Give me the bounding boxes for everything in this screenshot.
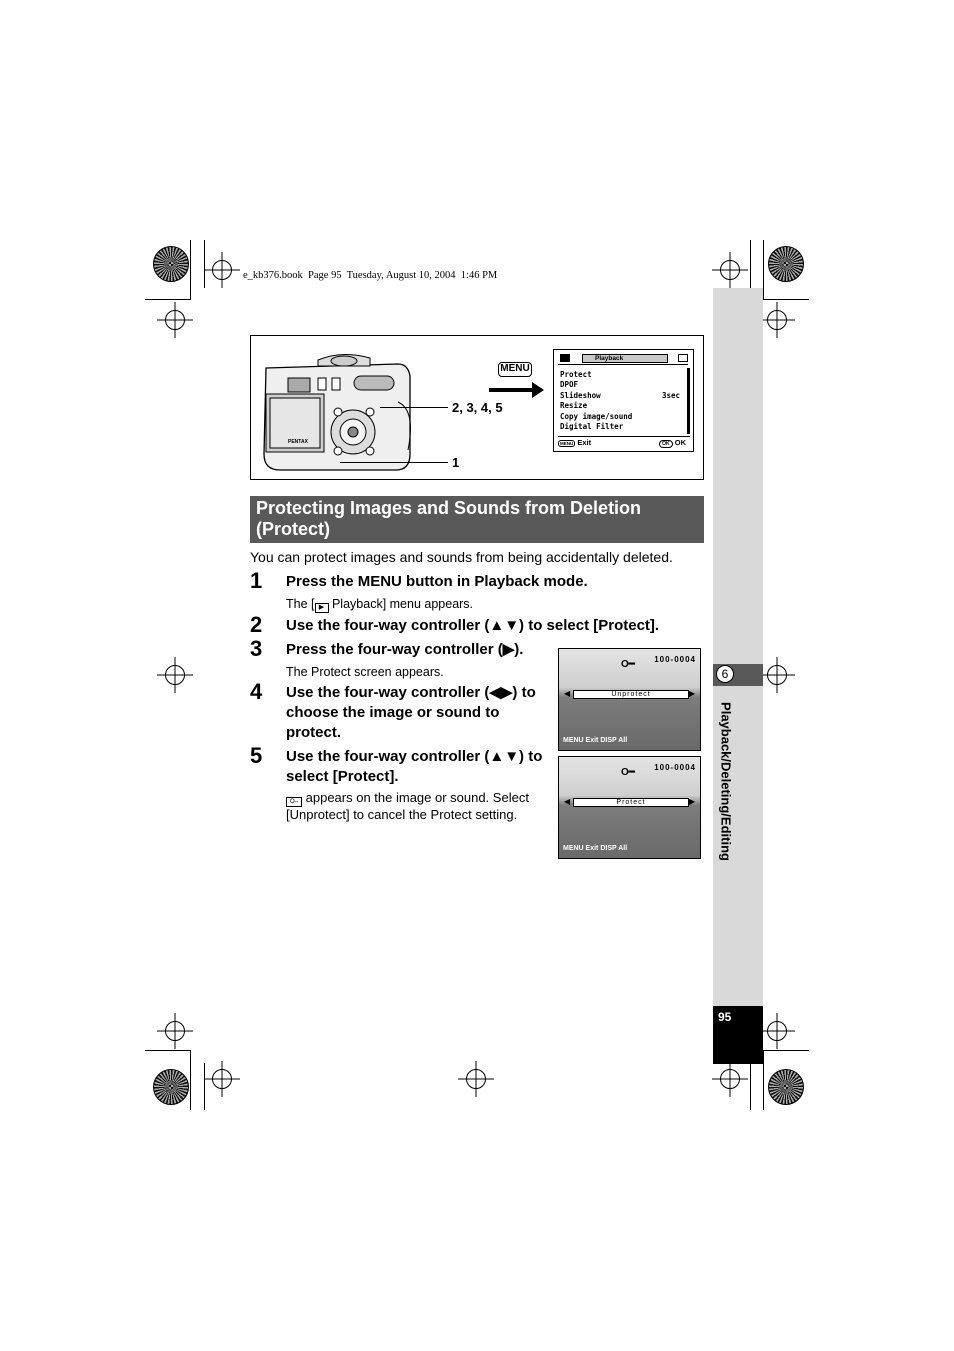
step-text: Use the four-way controller (◀▶) to choose the image or sound to protect.: [286, 684, 536, 741]
chapter-sidebar: [713, 288, 763, 1008]
playback-tab-label: Playback: [595, 355, 624, 362]
playback-tab: [582, 354, 668, 363]
svg-text:PENTAX: PENTAX: [288, 439, 308, 445]
callout-upper: 2, 3, 4, 5: [452, 400, 503, 415]
note-suffix: Playback] menu appears.: [328, 597, 474, 611]
menu-item-list: [560, 370, 680, 432]
crosshair-mark: [767, 1021, 787, 1041]
screen-footer: MENU Exit DISP All: [563, 737, 628, 744]
crop-line: [763, 1050, 809, 1051]
step-note: [286, 790, 550, 823]
menu-button-icon: [498, 362, 532, 377]
protect-screen-protect: [558, 756, 701, 859]
arrow-head: [532, 382, 544, 398]
option-bar[interactable]: Protect: [573, 798, 689, 807]
file-number: 100-0004: [654, 763, 696, 772]
file-number: 100-0004: [654, 655, 696, 664]
menu-item[interactable]: [560, 391, 680, 401]
menu-item[interactable]: Resize: [560, 401, 588, 411]
chapter-number-badge: [716, 665, 734, 683]
crosshair-mark: [720, 260, 740, 280]
left-arrow-icon: ◀: [564, 797, 571, 806]
camera-icon: [560, 354, 570, 362]
crosshair-mark: [165, 665, 185, 685]
section-title: Protecting Images and Sounds from Deletion (Protect): [250, 496, 704, 543]
step-note: The Protect screen appears.: [286, 665, 444, 679]
playback-menu-screen: [553, 349, 694, 452]
menu-item[interactable]: Copy image/sound: [560, 411, 633, 421]
crosshair-mark: [165, 1021, 185, 1041]
callout-line: [340, 462, 448, 463]
crop-line: [763, 299, 809, 300]
crop-line: [763, 1050, 764, 1110]
step-number: 2: [250, 612, 263, 637]
option-bar[interactable]: Unprotect: [573, 690, 689, 699]
step-text: Press the MENU button in Playback mode.: [286, 573, 588, 590]
crosshair-mark: [720, 1069, 740, 1089]
key-icon: O━: [621, 767, 635, 778]
crosshair-mark: [767, 310, 787, 330]
right-arrow-icon: ▶: [689, 797, 696, 806]
chapter-number: 6: [721, 667, 729, 681]
chapter-title: Playback/Deleting/Editing: [718, 702, 734, 861]
step-text: Use the four-way controller (▲▼) to select [Protect].: [286, 748, 543, 785]
step-note: [286, 596, 473, 613]
step-number: 3: [250, 636, 263, 661]
menu-key-icon: MENU: [560, 441, 574, 446]
footer-exit: Exit: [577, 438, 592, 447]
page-number: 95: [718, 1010, 732, 1024]
crosshair-mark: [212, 260, 232, 280]
key-icon: O‒: [286, 797, 302, 807]
settings-icon: [678, 354, 688, 362]
step-number: 5: [250, 743, 263, 768]
note-body: appears on the image or sound. Select [Unprotect] to cancel the Protect setting.: [286, 790, 529, 822]
crop-line: [204, 240, 205, 288]
menu-scrollbar: [687, 368, 690, 434]
crop-line: [145, 1050, 191, 1051]
crop-line: [750, 240, 751, 288]
left-arrow-icon: ◀: [564, 689, 571, 698]
print-header: e_kb376.book Page 95 Tuesday, August 10, 2004 1:46 PM: [243, 270, 498, 281]
callout-lower: 1: [452, 455, 460, 470]
registration-disc: [153, 246, 189, 282]
menu-button-label: MENU: [500, 363, 530, 374]
registration-disc: [768, 246, 804, 282]
step-text: Use the four-way controller (▲▼) to select [Protect].: [286, 617, 660, 634]
camera-illustration: [258, 350, 418, 476]
ok-key-icon: OK: [659, 440, 673, 448]
crop-line: [190, 1050, 191, 1110]
arrow-right-icon: [489, 388, 533, 392]
callout-line: [380, 407, 448, 408]
menu-item[interactable]: Digital Filter: [560, 422, 624, 432]
step-number: 1: [250, 568, 263, 593]
slideshow-value: 3sec: [661, 390, 680, 400]
crop-line: [750, 1063, 751, 1110]
note-prefix: The [: [286, 597, 315, 611]
crosshair-mark: [212, 1069, 232, 1089]
screen-footer: MENU Exit DISP All: [563, 845, 628, 852]
menu-item-label: Slideshow: [560, 390, 601, 400]
crosshair-mark: [767, 665, 787, 685]
registration-disc: [768, 1069, 804, 1105]
crop-line: [763, 240, 764, 300]
menu-item[interactable]: DPOF: [560, 380, 579, 390]
crop-line: [190, 240, 191, 300]
footer-ok: OK: [674, 438, 686, 447]
right-arrow-icon: ▶: [689, 689, 696, 698]
menu-item[interactable]: Protect: [560, 370, 592, 379]
crop-line: [204, 1063, 205, 1110]
step-number: 4: [250, 679, 263, 704]
intro-text: You can protect images and sounds from being accidentally deleted.: [250, 549, 673, 565]
protect-screen-unprotect: [558, 648, 701, 751]
crop-line: [145, 299, 191, 300]
registration-disc: [153, 1069, 189, 1105]
key-icon: O━: [621, 659, 635, 670]
menu-footer: [558, 436, 690, 449]
playback-icon: ▶: [315, 603, 329, 613]
step-text: Press the four-way controller (▶).: [286, 641, 524, 658]
crosshair-mark: [466, 1069, 486, 1089]
menu-tab-bar: [558, 354, 688, 365]
crosshair-mark: [165, 310, 185, 330]
